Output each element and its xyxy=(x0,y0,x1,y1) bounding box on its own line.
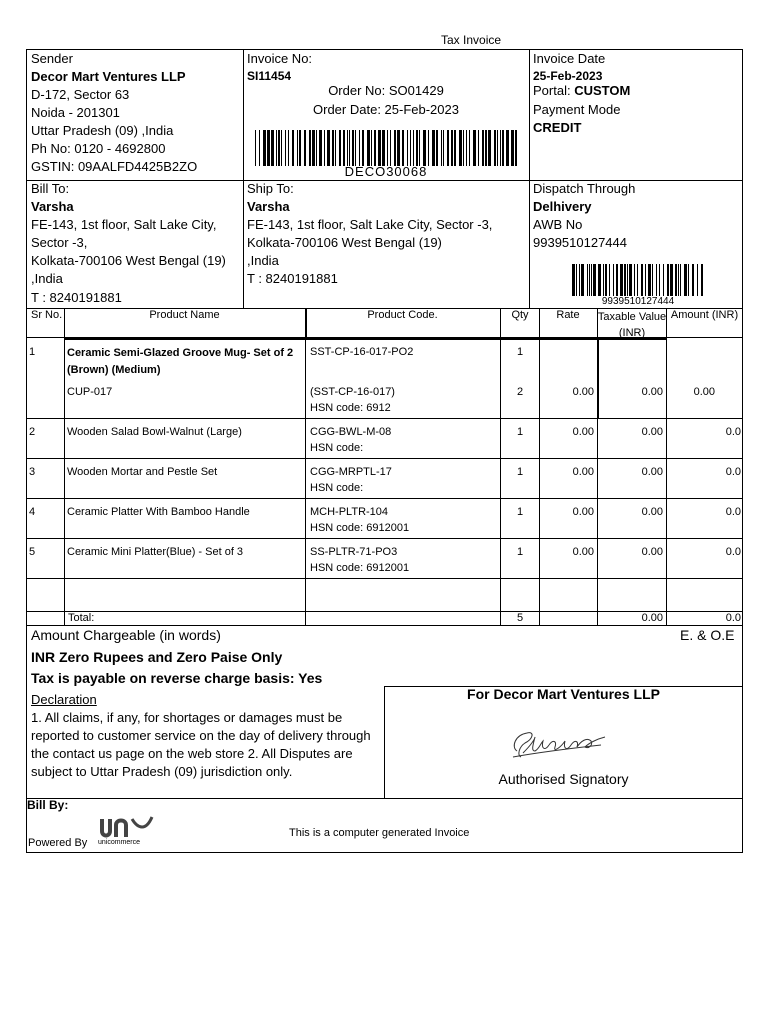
row-qty: 1 xyxy=(516,426,524,438)
ship-to-address-line: Kolkata-700106 West Bengal (19) xyxy=(247,235,442,250)
row-taxable: 0.00 xyxy=(641,466,663,478)
bill-to-address-line: FE-143, 1st floor, Salt Lake City, xyxy=(31,217,217,232)
row-rate: 0.00 xyxy=(572,386,594,398)
payment-mode: CREDIT xyxy=(533,120,582,135)
computer-generated-note: This is a computer generated Invoice xyxy=(289,827,470,839)
row-qty: 1 xyxy=(516,466,524,478)
payment-mode-label: Payment Mode xyxy=(533,102,621,117)
dispatch-label: Dispatch Through xyxy=(533,181,636,196)
unicommerce-logo xyxy=(98,815,154,849)
awb-number: 9939510127444 xyxy=(533,235,627,250)
sender-phone: Ph No: 0120 - 4692800 xyxy=(31,141,166,156)
row-product-code: SS-PLTR-71-PO3 xyxy=(310,546,398,558)
row-taxable: 0.00 xyxy=(641,386,663,398)
row-amount: 0.0 xyxy=(725,466,741,478)
row-taxable: 0.00 xyxy=(641,546,663,558)
ship-to-name: Varsha xyxy=(247,199,290,214)
col-header-rate: Rate xyxy=(556,309,580,321)
amount-in-words: INR Zero Rupees and Zero Paise Only xyxy=(31,649,283,665)
invoice-no: SI11454 xyxy=(247,69,292,83)
row-product-name: Ceramic Mini Platter(Blue) - Set of 3 xyxy=(67,546,244,558)
order-barcode-icon xyxy=(255,130,517,166)
ship-to-label: Ship To: xyxy=(247,181,294,196)
total-taxable: 0.00 xyxy=(641,612,663,624)
row-sub-code: (SST-CP-16-017) xyxy=(310,386,395,398)
row-amount: 0.0 xyxy=(725,506,741,518)
bill-to-address-line: ,India xyxy=(31,271,63,286)
row-hsn: HSN code: xyxy=(310,442,364,454)
invoice-no-label: Invoice No: xyxy=(247,51,313,66)
row-amount: 0.0 xyxy=(725,426,741,438)
row-product-name: Wooden Salad Bowl-Walnut (Large) xyxy=(67,426,242,438)
sender-gstin: GSTIN: 09AALFD4425B2ZO xyxy=(31,159,198,174)
reverse-charge-note: Tax is payable on reverse charge basis: Yes xyxy=(31,670,323,686)
eoe-note: E. & O.E xyxy=(680,627,735,643)
total-qty: 5 xyxy=(516,612,524,624)
bill-to-name: Varsha xyxy=(31,199,74,214)
awb-barcode-icon xyxy=(572,264,704,296)
portal-label-text: Portal: xyxy=(533,83,571,98)
powered-by-label: Powered By xyxy=(28,837,88,849)
declaration-text: 1. All claims, if any, for shortages or damages must be reported to customer service on the day of delivery through the contact us page on the web store 2. All Disputes are subject to Uttar Pradesh (09) jurisdiction only. xyxy=(31,710,371,779)
row-amount: 0.0 xyxy=(725,546,741,558)
bill-to-phone: T : 8240191881 xyxy=(31,290,122,305)
row-rate: 0.00 xyxy=(572,426,594,438)
row-rate: 0.00 xyxy=(572,546,594,558)
for-company-label: For Decor Mart Ventures LLP xyxy=(467,686,660,702)
order-date: Order Date: 25-Feb-2023 xyxy=(313,102,459,117)
row-product-code: CGG-MRPTL-17 xyxy=(310,466,392,478)
row-amount: 0.00 xyxy=(693,386,715,398)
sender-address-line: Noida - 201301 xyxy=(31,105,120,120)
row-rate: 0.00 xyxy=(572,506,594,518)
order-barcode-text: DECO30068 xyxy=(344,164,428,179)
order-no: Order No: SO01429 xyxy=(328,83,444,98)
bill-to-address-line: Sector -3, xyxy=(31,235,88,250)
row-qty: 1 xyxy=(516,346,524,358)
portal-value: CUSTOM xyxy=(574,83,631,98)
row-sr: 5 xyxy=(29,546,36,558)
col-header-product-code: Product Code. xyxy=(367,309,438,321)
row-taxable: 0.00 xyxy=(641,506,663,518)
row-sr: 1 xyxy=(29,346,36,358)
total-label: Total: xyxy=(68,612,95,624)
sender-label: Sender xyxy=(31,51,73,66)
row-qty: 1 xyxy=(516,506,524,518)
col-header-product-name: Product Name xyxy=(149,309,220,321)
total-amount: 0.0 xyxy=(725,612,741,624)
invoice-date-label: Invoice Date xyxy=(533,51,606,66)
amount-words-label: Amount Chargeable (in words) xyxy=(31,627,221,643)
unicommerce-logo-icon xyxy=(98,815,154,841)
row-rate: 0.00 xyxy=(572,466,594,478)
row-sr: 2 xyxy=(29,426,36,438)
authorised-signatory-label: Authorised Signatory xyxy=(498,771,629,787)
row-product-code: SST-CP-16-017-PO2 xyxy=(310,346,414,358)
sender-address-line: Uttar Pradesh (09) ,India xyxy=(31,123,174,138)
row-product-name: Wooden Mortar and Pestle Set xyxy=(67,466,218,478)
col-header-amount: Amount (INR) xyxy=(670,309,739,321)
row-qty: 1 xyxy=(516,546,524,558)
row-sr: 4 xyxy=(29,506,36,518)
signature-icon xyxy=(505,725,615,765)
dispatch-carrier: Delhivery xyxy=(533,199,592,214)
row-hsn: HSN code: 6912001 xyxy=(310,522,410,534)
row-sub-qty: 2 xyxy=(516,386,524,398)
col-header-sr: Sr No. xyxy=(31,309,63,321)
unicommerce-logo-text: unicommerce xyxy=(98,839,141,846)
row-sr: 3 xyxy=(29,466,36,478)
bill-by-label: Bill By: xyxy=(27,798,69,812)
row-taxable: 0.00 xyxy=(641,426,663,438)
row-product-code: CGG-BWL-M-08 xyxy=(310,426,392,438)
row-hsn: HSN code: 6912 xyxy=(310,402,391,414)
row-product-name: Ceramic Semi-Glazed Groove Mug- Set of 2 (Brown) (Medium) xyxy=(67,347,294,376)
sender-address-line: D-172, Sector 63 xyxy=(31,87,130,102)
invoice-date: 25-Feb-2023 xyxy=(533,69,603,83)
document-title: Tax Invoice xyxy=(441,33,502,47)
row-product-name: Ceramic Platter With Bamboo Handle xyxy=(67,506,250,518)
row-hsn: HSN code: 6912001 xyxy=(310,562,410,574)
row-sub-sku: CUP-017 xyxy=(67,386,113,398)
ship-to-phone: T : 8240191881 xyxy=(247,271,338,286)
awb-label: AWB No xyxy=(533,217,583,232)
portal-label xyxy=(533,84,630,97)
ship-to-address-line: ,India xyxy=(247,253,279,268)
sender-name: Decor Mart Ventures LLP xyxy=(31,69,186,84)
col-header-taxable: Taxable Value (INR) xyxy=(597,311,667,339)
row-hsn: HSN code: xyxy=(310,482,364,494)
awb-barcode-text: 9939510127444 xyxy=(601,296,675,307)
row-product-code: MCH-PLTR-104 xyxy=(310,506,389,518)
bill-to-address-line: Kolkata-700106 West Bengal (19) xyxy=(31,253,226,268)
ship-to-address-line: FE-143, 1st floor, Salt Lake City, Sector -3, xyxy=(247,217,493,232)
declaration-label: Declaration xyxy=(31,692,97,707)
col-header-qty: Qty xyxy=(511,309,529,321)
bill-to-label: Bill To: xyxy=(31,181,70,196)
